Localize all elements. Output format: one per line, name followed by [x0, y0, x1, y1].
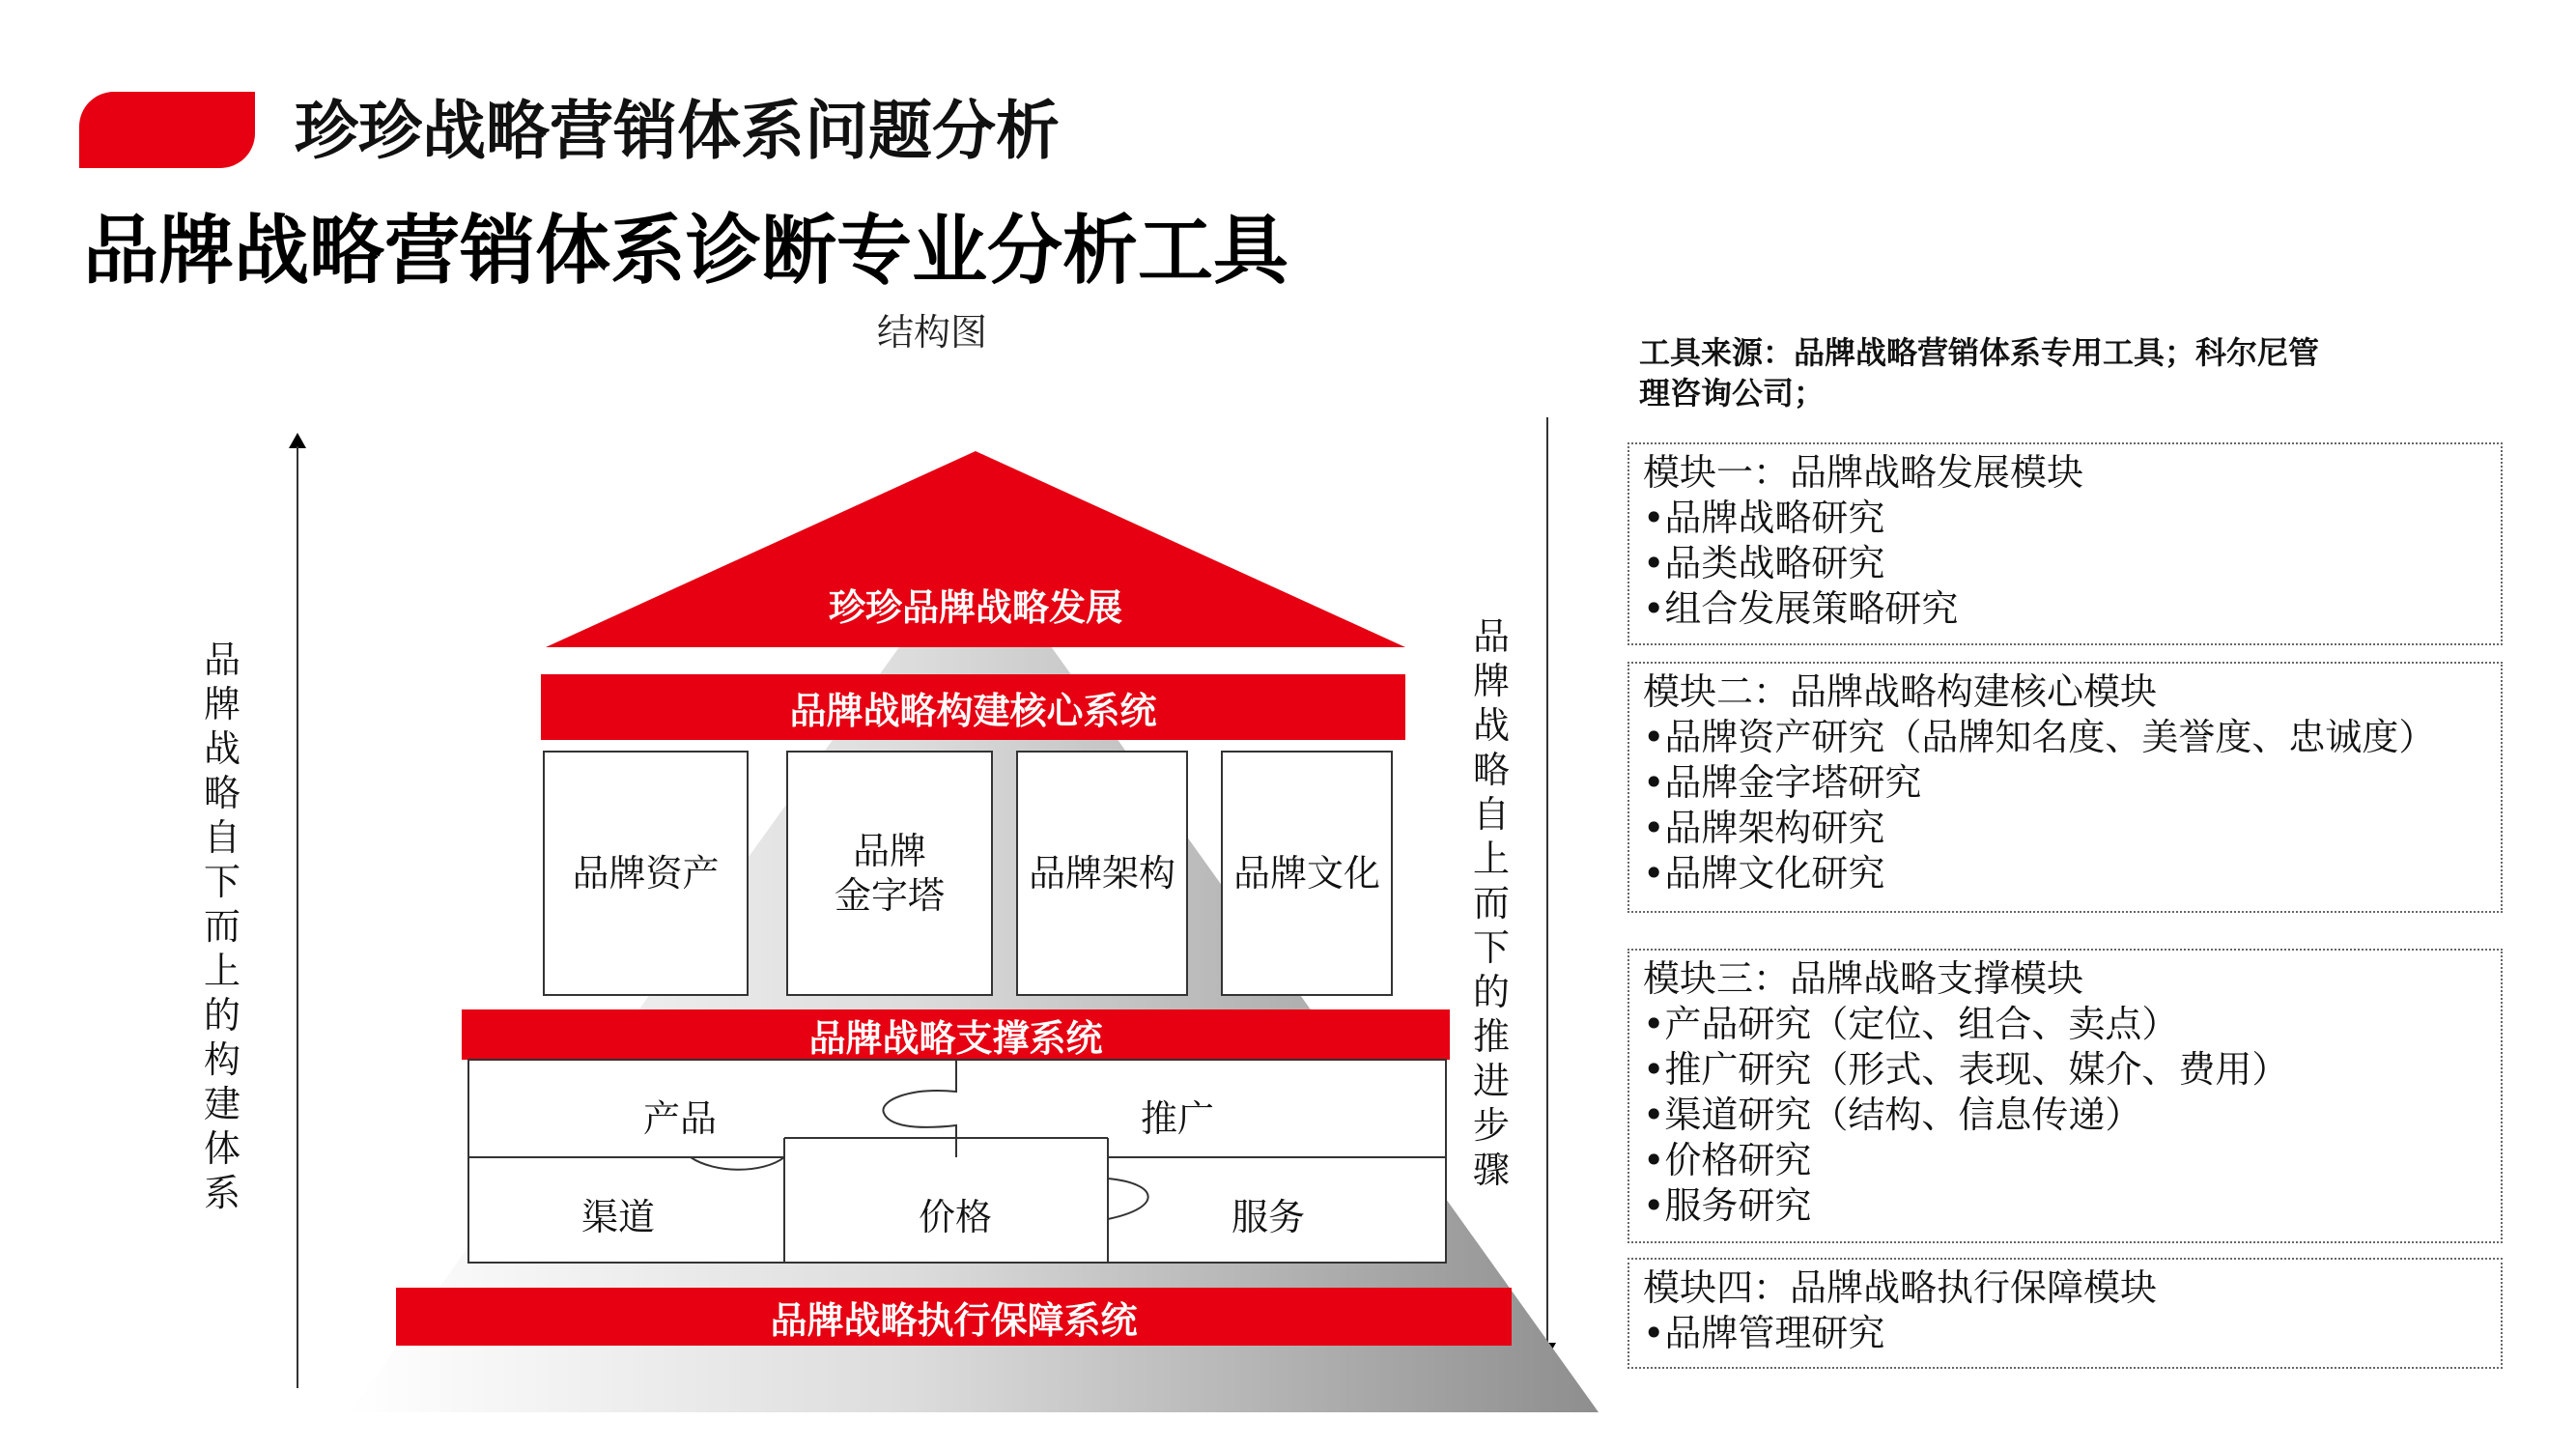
pillar-brand-culture: 品牌文化: [1221, 751, 1393, 996]
module-title: 模块一：品牌战略发展模块: [1643, 451, 2084, 494]
puzzle-price: 价格: [919, 1196, 993, 1238]
module-item: •推广研究（形式、表现、媒介、费用）: [1643, 1048, 2289, 1091]
module-card-3: [1628, 949, 2503, 1243]
module-item: •产品研究（定位、组合、卖点）: [1643, 1003, 2179, 1045]
pillar-brand-assets: 品牌资产: [543, 751, 749, 996]
core-system-band: 品牌战略构建核心系统: [541, 674, 1405, 740]
page-subtitle: 品牌战略营销体系诊断专业分析工具: [83, 208, 1289, 295]
puzzle-product: 产品: [643, 1097, 718, 1140]
module-card-2: [1628, 662, 2503, 913]
module-item: •价格研究: [1643, 1139, 1812, 1181]
support-system-band: 品牌战略支撑系统: [462, 1009, 1450, 1060]
tool-source: 工具来源：品牌战略营销体系专用工具；科尔尼管理咨询公司；: [1639, 334, 2320, 412]
roof-label: 珍珍品牌战略发展: [828, 585, 1122, 629]
module-item: •品牌战略研究: [1643, 497, 1885, 539]
module-item: •品牌架构研究: [1643, 807, 1885, 849]
module-title: 模块四：品牌战略执行保障模块: [1643, 1266, 2158, 1309]
diagram-caption: 结构图: [877, 311, 988, 354]
puzzle-promotion: 推广: [1141, 1097, 1215, 1140]
module-item: •品牌金字塔研究: [1643, 761, 1922, 804]
module-item: •渠道研究（结构、信息传递）: [1643, 1094, 2142, 1136]
base-system-band: 品牌战略执行保障系统: [396, 1288, 1512, 1346]
module-card-1: [1628, 442, 2503, 645]
pillar-brand-architecture: 品牌架构: [1016, 751, 1188, 996]
module-item: •品牌管理研究: [1643, 1312, 1885, 1354]
module-item: •品类战略研究: [1643, 542, 1885, 584]
module-item: •品牌文化研究: [1643, 852, 1885, 895]
module-title: 模块三：品牌战略支撑模块: [1643, 957, 2084, 1000]
module-card-4: [1628, 1258, 2503, 1369]
module-title: 模块二：品牌战略构建核心模块: [1643, 670, 2158, 713]
right-vertical-label: 品牌战略自上而下的推进步骤: [1472, 615, 1510, 1191]
left-vertical-label: 品牌战略自下而上的构建体系: [203, 639, 241, 1214]
module-item: •服务研究: [1643, 1184, 1812, 1227]
module-item: •组合发展策略研究: [1643, 587, 1959, 630]
puzzle-channel: 渠道: [581, 1196, 656, 1238]
page-title: 珍珍战略营销体系问题分析: [295, 94, 1060, 168]
pillar-brand-pyramid: 品牌 金字塔: [786, 751, 993, 996]
puzzle-service: 服务: [1231, 1196, 1306, 1238]
module-item: •品牌资产研究（品牌知名度、美誉度、忠诚度）: [1643, 716, 2436, 758]
